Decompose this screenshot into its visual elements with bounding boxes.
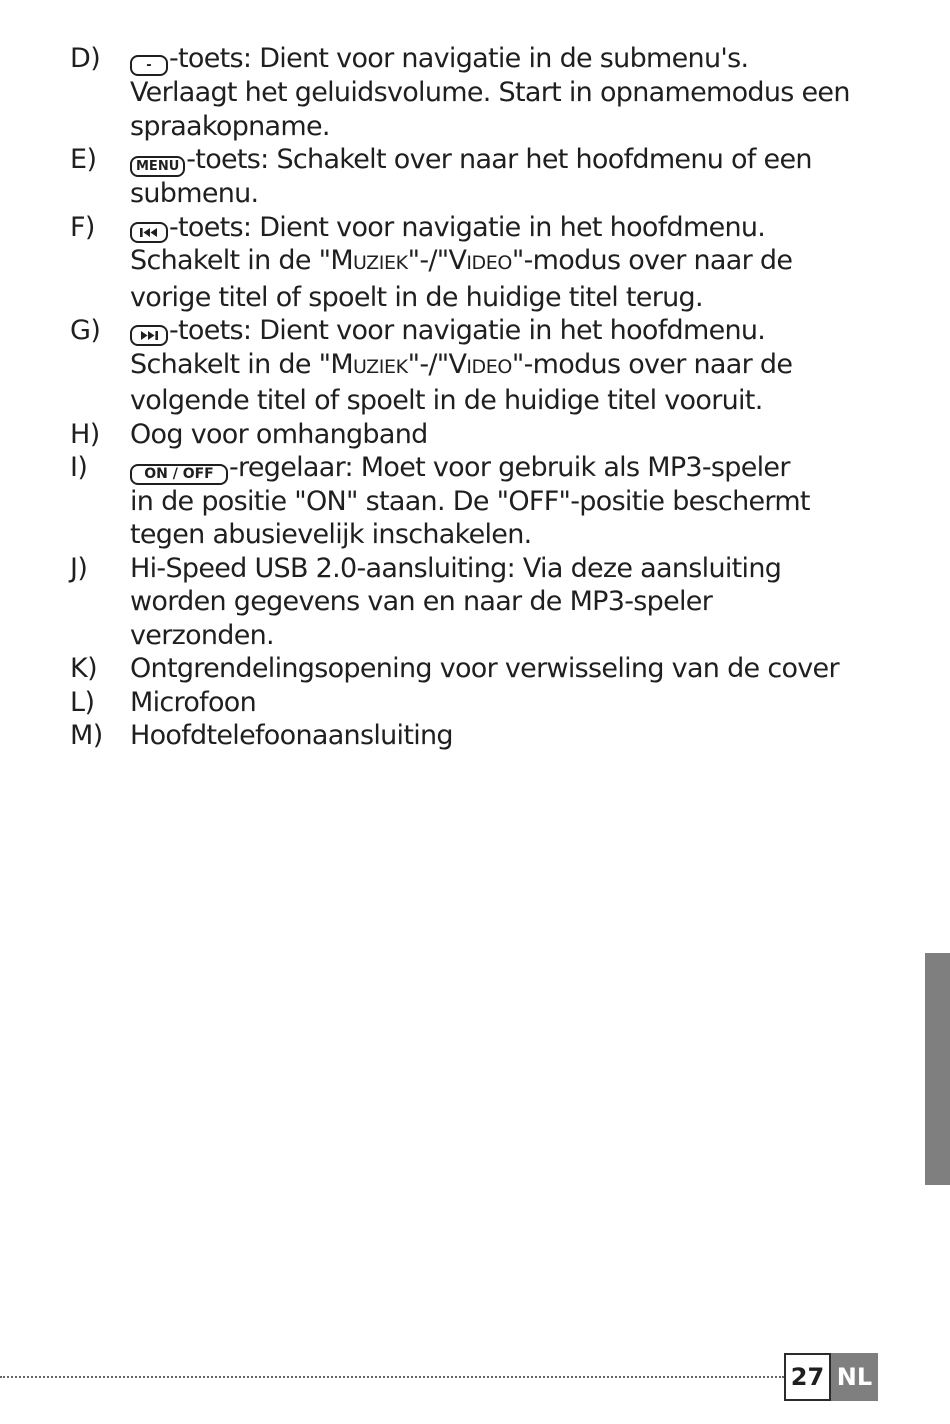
item-description: Oog voor omhangband xyxy=(130,418,428,450)
item-letter: G) xyxy=(70,315,101,346)
language-badge: NL xyxy=(831,1353,878,1401)
item-description: -toets: Schakelt over naar het hoofdmenu of een submenu. xyxy=(130,144,812,209)
item-letter: M) xyxy=(70,720,103,751)
minus-key-symbol: - xyxy=(130,55,168,76)
mode-name-initial: M xyxy=(330,348,353,380)
item-description: Hi-Speed USB 2.0-aansluiting: Via deze aansluiting worden gegevens van en naar de MP3-speler verzonden. xyxy=(130,552,782,651)
list-item xyxy=(70,314,890,418)
item-text xyxy=(130,211,890,315)
item-text xyxy=(130,143,890,211)
list-item xyxy=(70,652,890,686)
list-item xyxy=(70,418,890,452)
item-text xyxy=(130,314,890,418)
item-letter: D) xyxy=(70,43,101,74)
list-item xyxy=(70,719,890,753)
item-description: Microfoon xyxy=(130,686,257,718)
mode-name-rest: UZIEK xyxy=(352,252,408,274)
button-description-list xyxy=(70,42,890,753)
item-letter: K) xyxy=(70,653,98,684)
item-letter: E) xyxy=(70,144,97,175)
item-letter: F) xyxy=(70,211,95,243)
list-item xyxy=(70,451,890,552)
list-item xyxy=(70,686,890,720)
item-description-part: "-/" xyxy=(407,245,449,276)
item-text xyxy=(130,42,890,143)
list-item xyxy=(70,552,890,653)
mode-name-initial: M xyxy=(330,245,353,276)
skip-previous-icon xyxy=(130,222,168,243)
item-description-part: "-/" xyxy=(407,348,449,380)
mode-name-rest: IDEO xyxy=(466,252,512,274)
list-item xyxy=(70,143,890,211)
footer-dotted-rule xyxy=(0,1376,784,1378)
item-description-part: "-modus over naar de volgende titel of spoelt in de huidige titel vooruit. xyxy=(130,348,793,416)
list-item xyxy=(70,42,890,143)
mode-name-rest: IDEO xyxy=(466,355,512,378)
item-description: -toets: Dient voor navigatie in de submenu's. Verlaagt het geluidsvolume. Start in opnamemodus een spraakopname. xyxy=(130,43,850,142)
mode-name-initial: V xyxy=(448,245,467,276)
item-description: Ontgrendelingsopening voor verwisseling van de cover xyxy=(130,653,839,684)
item-text xyxy=(130,451,890,552)
mode-name-initial: V xyxy=(448,348,467,380)
item-letter: L) xyxy=(70,686,95,718)
item-letter: I) xyxy=(70,452,88,483)
item-letter: H) xyxy=(70,418,100,450)
list-item xyxy=(70,211,890,315)
item-description: Hoofdtelefoonaansluiting xyxy=(130,720,453,751)
item-letter: J) xyxy=(70,552,88,584)
page-number: 27 xyxy=(784,1353,831,1401)
menu-key-symbol: MENU xyxy=(130,156,185,177)
section-tab-marker xyxy=(925,953,950,1185)
item-description-part: -toets: Dient voor navigatie in het hoofdmenu. Schakelt in de " xyxy=(130,211,766,276)
on-off-key-symbol: ON / OFF xyxy=(130,464,228,485)
mode-name-rest: UZIEK xyxy=(352,355,408,378)
item-description: -regelaar: Moet voor gebruik als MP3-speler in de positie "ON" staan. De "OFF"-positie beschermt tegen abusievelijk inschakelen. xyxy=(130,452,810,550)
item-description-part: -toets: Dient voor navigatie in het hoofdmenu. Schakelt in de " xyxy=(130,315,766,380)
item-description-part: "-modus over naar de vorige titel of spoelt in de huidige titel terug. xyxy=(130,245,793,313)
skip-next-icon xyxy=(130,325,168,346)
